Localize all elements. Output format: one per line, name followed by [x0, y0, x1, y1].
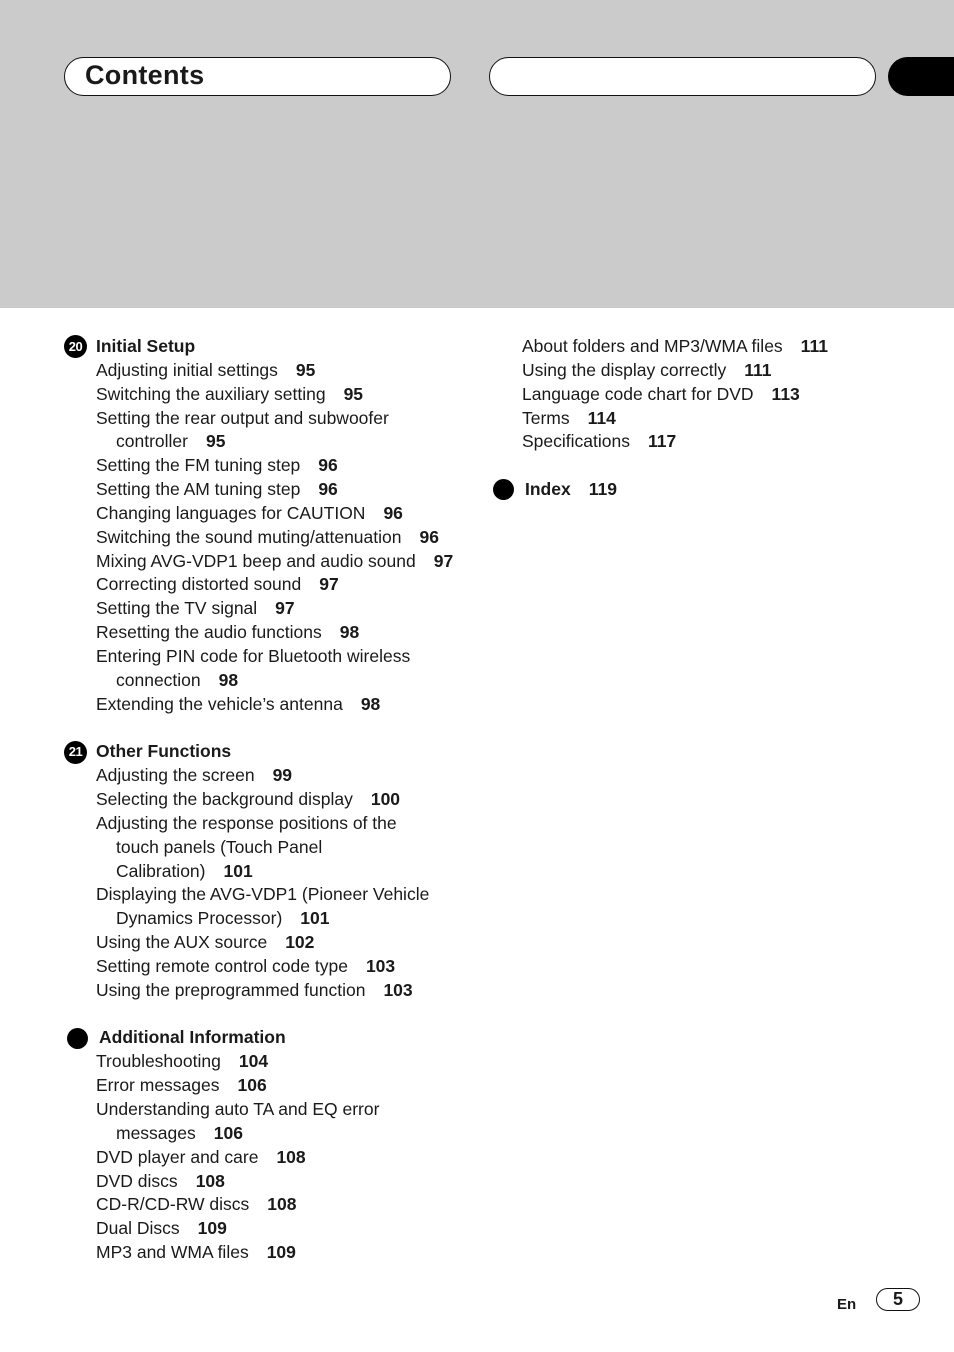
- toc-entry[interactable]: [96, 764, 484, 788]
- entry-page: 109: [197, 1218, 227, 1239]
- entry-page: 98: [339, 622, 360, 643]
- entry-title: Displaying the AVG-VDP1 (Pioneer Vehicle: [96, 884, 430, 905]
- entry-text-line: [96, 931, 484, 955]
- entry-text-line: [522, 359, 930, 383]
- section-entries: [64, 359, 484, 717]
- section-heading[interactable]: [64, 1026, 484, 1050]
- section-title: Other Functions: [96, 741, 232, 762]
- chapter-number-badge: 21: [64, 741, 87, 764]
- section-entries: [64, 764, 484, 1002]
- entry-text-line: [96, 550, 484, 574]
- entry-text-line: [96, 359, 484, 383]
- entry-text-line: [96, 1170, 484, 1194]
- toc-entry[interactable]: [96, 812, 484, 884]
- entry-page: 114: [587, 407, 616, 428]
- entry-text-line: [96, 621, 484, 645]
- entry-title: Using the preprogrammed function: [96, 979, 366, 1000]
- entry-title: Using the AUX source: [96, 932, 268, 953]
- toc-entry[interactable]: [96, 979, 484, 1003]
- entry-title: Selecting the background display: [96, 789, 353, 810]
- language-label: En: [837, 1296, 857, 1313]
- entry-text-line: [96, 1122, 484, 1146]
- entry-title: DVD player and care: [96, 1146, 259, 1167]
- entry-page: 101: [300, 908, 330, 929]
- chapter-number-badge: 20: [64, 335, 87, 358]
- entry-page: 95: [343, 383, 364, 404]
- entry-page: 111: [744, 359, 772, 380]
- entry-text-line: [96, 407, 484, 431]
- entry-page: 97: [319, 574, 339, 595]
- entry-text-line: [96, 1098, 484, 1122]
- entry-page: 102: [285, 932, 315, 953]
- entry-text-line: [96, 573, 484, 597]
- entry-page: 98: [218, 669, 239, 690]
- toc-entry[interactable]: [96, 1074, 484, 1098]
- entry-page: 108: [267, 1194, 297, 1215]
- entry-title: Understanding auto TA and EQ error: [96, 1099, 380, 1119]
- index-title: Index: [525, 479, 571, 500]
- toc-entry[interactable]: [522, 359, 930, 383]
- entry-title: MP3 and WMA files: [96, 1242, 249, 1263]
- entry-page: 109: [266, 1242, 296, 1263]
- entry-title: messages: [116, 1122, 196, 1143]
- entry-text-line: [522, 335, 930, 359]
- toc-entry[interactable]: [522, 383, 930, 407]
- entry-title: CD-R/CD-RW discs: [96, 1194, 250, 1215]
- toc-entry[interactable]: [96, 1241, 484, 1265]
- entry-page: 96: [318, 479, 338, 500]
- entry-title: Troubleshooting: [96, 1051, 221, 1072]
- entry-text-line: [522, 430, 930, 454]
- entry-text-line: [96, 383, 484, 407]
- entry-title: DVD discs: [96, 1170, 178, 1191]
- toc-entry[interactable]: [96, 788, 484, 812]
- entry-page: 101: [223, 860, 253, 881]
- entry-page: 113: [771, 383, 800, 404]
- toc-entry[interactable]: [96, 955, 484, 979]
- toc-entry[interactable]: [96, 407, 484, 455]
- toc-entry[interactable]: [96, 1098, 484, 1146]
- section-title: Additional Information: [99, 1027, 286, 1048]
- section-heading[interactable]: [64, 740, 484, 764]
- entry-text-line: [96, 1074, 484, 1098]
- entry-page: 97: [433, 550, 454, 571]
- toc-entry[interactable]: [96, 502, 484, 526]
- toc-entry[interactable]: [522, 430, 930, 454]
- empty-pill: [489, 57, 876, 96]
- entry-title: Correcting distorted sound: [96, 574, 302, 595]
- entry-title: Setting the TV signal: [96, 598, 258, 619]
- entry-title: Extending the vehicle’s antenna: [96, 693, 343, 714]
- toc-entry[interactable]: [96, 597, 484, 621]
- header-band: [0, 0, 954, 308]
- entry-page: 100: [370, 789, 401, 810]
- entry-page: 96: [383, 502, 403, 523]
- toc-entry[interactable]: [96, 1146, 484, 1170]
- toc-entry[interactable]: [96, 550, 484, 574]
- page-number: 5: [876, 1288, 920, 1311]
- section-heading[interactable]: [64, 335, 484, 359]
- entry-title: Setting the FM tuning step: [96, 455, 301, 476]
- entry-text-line: [96, 764, 484, 788]
- entry-title: Switching the auxiliary setting: [96, 383, 326, 404]
- toc-entry[interactable]: [96, 573, 484, 597]
- toc-entry[interactable]: [96, 693, 484, 717]
- entry-text-line: [96, 979, 484, 1003]
- entry-title: Switching the sound muting/attenuation: [96, 526, 402, 547]
- entry-title: controller: [116, 431, 188, 452]
- entry-text-line: [96, 883, 484, 907]
- entry-title: Setting the rear output and subwoofer: [96, 407, 389, 428]
- entry-text-line: [96, 693, 484, 717]
- toc-entry[interactable]: [522, 335, 930, 359]
- toc-entry[interactable]: [96, 621, 484, 645]
- entry-page: 103: [365, 955, 396, 976]
- toc-section: [64, 1026, 484, 1264]
- entry-text-line: [96, 1241, 484, 1265]
- entry-page: 117: [647, 431, 677, 452]
- toc-entry[interactable]: [96, 931, 484, 955]
- toc-section: [64, 740, 484, 1002]
- entry-page: 96: [419, 526, 439, 547]
- left-column: [64, 335, 484, 1289]
- entry-page: 95: [205, 431, 226, 452]
- page-title: Contents: [85, 60, 205, 90]
- entry-page: 111: [800, 336, 828, 356]
- entry-title: Error messages: [96, 1075, 220, 1096]
- entry-title: Terms: [522, 407, 570, 428]
- entry-text-line: [96, 907, 484, 931]
- entry-page: 97: [275, 598, 295, 619]
- toc-entry[interactable]: [96, 1217, 484, 1241]
- entry-text-line: [96, 1146, 484, 1170]
- entry-text-line: [96, 669, 484, 693]
- toc-entry[interactable]: [96, 645, 484, 693]
- entry-text-line: [96, 1050, 484, 1074]
- entry-text-line: [96, 597, 484, 621]
- entry-title: Setting the AM tuning step: [96, 479, 301, 500]
- entry-text-line: [522, 383, 930, 407]
- section-dot-icon: [67, 1028, 88, 1049]
- entry-text-line: [96, 1217, 484, 1241]
- entry-page: 96: [318, 455, 338, 476]
- entry-text-line: [522, 407, 930, 431]
- entry-title: Resetting the audio functions: [96, 622, 322, 643]
- toc-section: [64, 335, 484, 717]
- entry-title: About folders and MP3/WMA files: [522, 336, 783, 356]
- toc-entry[interactable]: [96, 359, 484, 383]
- toc-entry[interactable]: [96, 1193, 484, 1217]
- right-column: [490, 335, 930, 502]
- section-entries: [64, 1050, 484, 1265]
- entry-title: Adjusting initial settings: [96, 359, 278, 380]
- section-title: Initial Setup: [96, 336, 196, 356]
- entry-text-line: [96, 1193, 484, 1217]
- toc-entry[interactable]: [522, 407, 930, 431]
- entry-title: Specifications: [522, 431, 630, 452]
- entry-text-line: [96, 860, 484, 884]
- entry-text-line: [96, 430, 484, 454]
- entry-title: connection: [116, 669, 201, 690]
- entry-text-line: [96, 645, 484, 669]
- entry-text-line: [96, 788, 484, 812]
- entry-title: Entering PIN code for Bluetooth wireless: [96, 645, 411, 666]
- entry-title: Mixing AVG-VDP1 beep and audio sound: [96, 550, 416, 571]
- entry-title: Language code chart for DVD: [522, 383, 754, 404]
- toc-entry[interactable]: [96, 478, 484, 502]
- entry-page: 106: [213, 1122, 243, 1143]
- toc-entry[interactable]: [96, 383, 484, 407]
- title-pill: [64, 57, 451, 96]
- entry-text-line: [96, 526, 484, 550]
- entry-text-line: [96, 812, 484, 836]
- entry-text-line: [96, 454, 484, 478]
- entry-page: 99: [272, 765, 293, 786]
- entry-page: 98: [360, 693, 381, 714]
- entry-page: 103: [383, 979, 413, 1000]
- index-heading[interactable]: [490, 478, 930, 502]
- entry-title: Setting remote control code type: [96, 955, 348, 976]
- toc-entry[interactable]: [96, 526, 484, 550]
- toc-entry[interactable]: [96, 883, 484, 931]
- entry-title: touch panels (Touch Panel: [116, 836, 323, 857]
- entry-text-line: [96, 836, 484, 860]
- entry-text-line: [96, 955, 484, 979]
- toc-entry[interactable]: [96, 1170, 484, 1194]
- entry-title: Calibration): [116, 860, 206, 881]
- toc-entry[interactable]: [96, 454, 484, 478]
- toc-entry[interactable]: [96, 1050, 484, 1074]
- entry-title: Using the display correctly: [522, 359, 727, 380]
- entry-page: 108: [195, 1170, 225, 1191]
- index-page: 119: [588, 479, 617, 500]
- entry-title: Adjusting the response positions of the: [96, 812, 397, 833]
- entry-title: Dual Discs: [96, 1218, 180, 1239]
- entry-text-line: [96, 478, 484, 502]
- entry-text-line: [96, 502, 484, 526]
- entry-title: Changing languages for CAUTION: [96, 502, 366, 523]
- right-entries: [490, 335, 930, 454]
- entry-title: Adjusting the screen: [96, 765, 255, 786]
- section-tab: [888, 57, 954, 96]
- entry-page: 106: [237, 1075, 267, 1096]
- entry-title: Dynamics Processor): [116, 908, 283, 929]
- entry-page: 104: [238, 1051, 269, 1072]
- section-dot-icon: [493, 479, 514, 500]
- entry-page: 108: [276, 1146, 306, 1167]
- entry-page: 95: [295, 359, 316, 380]
